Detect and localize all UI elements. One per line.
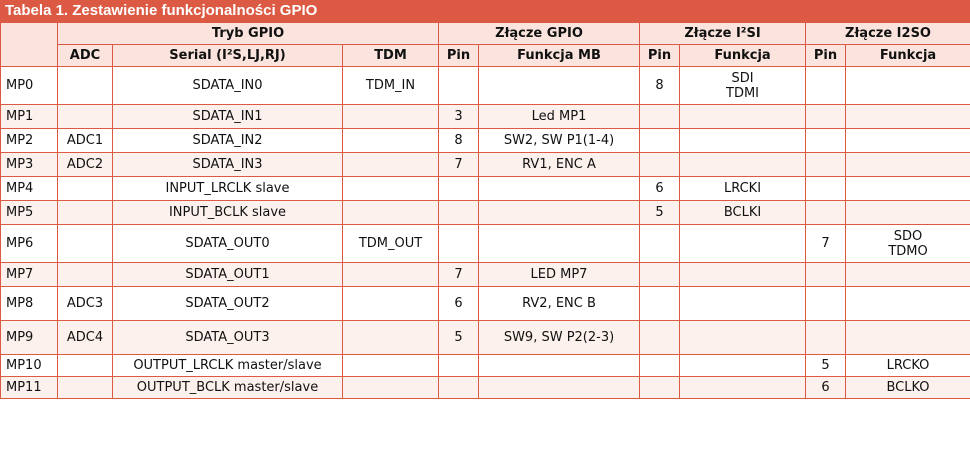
cell-line: SDO xyxy=(893,228,923,244)
cell-line: TDMO xyxy=(888,243,928,259)
cell-serial: SDATA_OUT3 xyxy=(113,321,343,355)
col-funkcja-mb: Funkcja MB xyxy=(479,45,640,67)
cell-funkcja-i2so xyxy=(846,153,970,177)
cell-funkcja-i2si xyxy=(680,263,806,287)
cell-serial: SDATA_IN2 xyxy=(113,129,343,153)
cell-adc xyxy=(58,105,113,129)
cell-pin-i2si xyxy=(640,129,680,153)
cell-adc xyxy=(58,355,113,377)
cell-adc xyxy=(58,177,113,201)
cell-serial: SDATA_OUT0 xyxy=(113,225,343,263)
cell-pin-gpio: 3 xyxy=(439,105,479,129)
group-tryb-gpio: Tryb GPIO xyxy=(58,23,439,45)
cell-line: SDI xyxy=(731,70,754,86)
table-body xyxy=(1,67,970,399)
cell-funkcja-i2so xyxy=(846,321,970,355)
cell-mp: MP10 xyxy=(1,355,58,377)
cell-pin-i2si xyxy=(640,377,680,399)
cell-pin-i2so xyxy=(806,67,846,105)
cell-funkcja-mb: LED MP7 xyxy=(479,263,640,287)
cell-mp: MP9 xyxy=(1,321,58,355)
cell-serial: OUTPUT_BCLK master/slave xyxy=(113,377,343,399)
cell-mp: MP6 xyxy=(1,225,58,263)
cell-pin-gpio: 7 xyxy=(439,263,479,287)
cell-pin-gpio xyxy=(439,377,479,399)
cell-funkcja-i2si xyxy=(680,177,806,201)
cell-funkcja-i2so xyxy=(846,225,970,263)
cell-funkcja-mb xyxy=(479,67,640,105)
cell-funkcja-i2so xyxy=(846,263,970,287)
cell-pin-i2si: 5 xyxy=(640,201,680,225)
cell-funkcja-i2so xyxy=(846,105,970,129)
cell-tdm xyxy=(343,129,439,153)
cell-funkcja-i2si xyxy=(680,201,806,225)
cell-serial: SDATA_OUT2 xyxy=(113,287,343,321)
cell-pin-i2so: 5 xyxy=(806,355,846,377)
group-zlacze-i2si: Złącze I²SI xyxy=(640,23,806,45)
cell-pin-i2so xyxy=(806,177,846,201)
cell-funkcja-mb: RV2, ENC B xyxy=(479,287,640,321)
cell-adc xyxy=(58,67,113,105)
cell-pin-i2so: 6 xyxy=(806,377,846,399)
cell-funkcja-i2so xyxy=(846,67,970,105)
cell-pin-gpio xyxy=(439,355,479,377)
cell-funkcja-i2si xyxy=(680,105,806,129)
cell-funkcja-i2si xyxy=(680,355,806,377)
cell-funkcja-i2so xyxy=(846,177,970,201)
header-blank xyxy=(1,23,58,67)
cell-tdm xyxy=(343,321,439,355)
cell-funkcja-mb: RV1, ENC A xyxy=(479,153,640,177)
cell-funkcja-i2so xyxy=(846,201,970,225)
cell-pin-gpio: 6 xyxy=(439,287,479,321)
col-pin-i2si: Pin xyxy=(640,45,680,67)
cell-adc: ADC1 xyxy=(58,129,113,153)
cell-pin-i2si xyxy=(640,355,680,377)
cell-pin-gpio xyxy=(439,177,479,201)
cell-pin-i2so: 7 xyxy=(806,225,846,263)
table-header xyxy=(1,23,970,67)
cell-pin-i2si xyxy=(640,105,680,129)
cell-line: BCLKO xyxy=(886,380,930,395)
cell-line: LRCKO xyxy=(886,358,930,373)
cell-mp: MP3 xyxy=(1,153,58,177)
cell-adc xyxy=(58,225,113,263)
col-adc: ADC xyxy=(58,45,113,67)
col-funkcja-i2so: Funkcja xyxy=(846,45,970,67)
cell-line: BCLKI xyxy=(723,205,762,220)
cell-pin-i2si xyxy=(640,153,680,177)
cell-funkcja-i2si xyxy=(680,153,806,177)
table-title: Tabela 1. Zestawienie funkcjonalności GPIO xyxy=(0,0,970,22)
cell-serial: SDATA_IN1 xyxy=(113,105,343,129)
table-row xyxy=(1,177,970,201)
cell-adc: ADC4 xyxy=(58,321,113,355)
cell-tdm xyxy=(343,201,439,225)
cell-pin-i2si: 8 xyxy=(640,67,680,105)
cell-tdm xyxy=(343,355,439,377)
cell-adc xyxy=(58,377,113,399)
cell-funkcja-i2si xyxy=(680,321,806,355)
table-row xyxy=(1,355,970,377)
cell-pin-i2so xyxy=(806,321,846,355)
group-zlacze-gpio: Złącze GPIO xyxy=(439,23,640,45)
cell-funkcja-mb: SW9, SW P2(2-3) xyxy=(479,321,640,355)
cell-line: TDMI xyxy=(726,85,760,101)
cell-mp: MP8 xyxy=(1,287,58,321)
cell-funkcja-i2si xyxy=(680,287,806,321)
cell-pin-gpio xyxy=(439,201,479,225)
cell-pin-gpio: 5 xyxy=(439,321,479,355)
col-funkcja-i2si: Funkcja xyxy=(680,45,806,67)
table-row xyxy=(1,225,970,263)
cell-funkcja-i2so xyxy=(846,129,970,153)
cell-pin-gpio: 8 xyxy=(439,129,479,153)
cell-serial: INPUT_LRCLK slave xyxy=(113,177,343,201)
cell-pin-i2si xyxy=(640,225,680,263)
cell-funkcja-mb xyxy=(479,355,640,377)
cell-pin-i2so xyxy=(806,153,846,177)
cell-pin-i2si xyxy=(640,287,680,321)
cell-serial: SDATA_IN3 xyxy=(113,153,343,177)
cell-funkcja-mb xyxy=(479,377,640,399)
table-row xyxy=(1,287,970,321)
cell-pin-i2so xyxy=(806,129,846,153)
table-row xyxy=(1,201,970,225)
cell-mp: MP11 xyxy=(1,377,58,399)
cell-pin-i2si xyxy=(640,263,680,287)
cell-pin-gpio xyxy=(439,67,479,105)
cell-funkcja-i2si xyxy=(680,67,806,105)
cell-funkcja-mb: Led MP1 xyxy=(479,105,640,129)
col-serial: Serial (I²S,LJ,RJ) xyxy=(113,45,343,67)
cell-pin-i2so xyxy=(806,263,846,287)
cell-funkcja-i2si xyxy=(680,377,806,399)
cell-serial: SDATA_OUT1 xyxy=(113,263,343,287)
cell-pin-i2si: 6 xyxy=(640,177,680,201)
cell-mp: MP5 xyxy=(1,201,58,225)
cell-line: LRCKI xyxy=(723,181,762,196)
table-row xyxy=(1,263,970,287)
cell-pin-i2si xyxy=(640,321,680,355)
cell-funkcja-mb: SW2, SW P1(1-4) xyxy=(479,129,640,153)
cell-funkcja-i2so xyxy=(846,355,970,377)
cell-funkcja-mb xyxy=(479,201,640,225)
table-row xyxy=(1,377,970,399)
group-zlacze-i2so: Złącze I2SO xyxy=(806,23,970,45)
table-row xyxy=(1,129,970,153)
cell-pin-gpio xyxy=(439,225,479,263)
cell-funkcja-i2si xyxy=(680,225,806,263)
cell-serial: OUTPUT_LRCLK master/slave xyxy=(113,355,343,377)
cell-tdm xyxy=(343,263,439,287)
cell-funkcja-i2so xyxy=(846,287,970,321)
cell-pin-i2so xyxy=(806,287,846,321)
table-row xyxy=(1,153,970,177)
cell-adc xyxy=(58,201,113,225)
cell-adc: ADC3 xyxy=(58,287,113,321)
cell-tdm xyxy=(343,287,439,321)
gpio-table xyxy=(0,22,970,399)
cell-pin-i2so xyxy=(806,201,846,225)
cell-serial: SDATA_IN0 xyxy=(113,67,343,105)
cell-adc: ADC2 xyxy=(58,153,113,177)
cell-pin-gpio: 7 xyxy=(439,153,479,177)
table-row xyxy=(1,321,970,355)
cell-funkcja-i2si xyxy=(680,129,806,153)
cell-mp: MP4 xyxy=(1,177,58,201)
cell-funkcja-mb xyxy=(479,225,640,263)
table-row xyxy=(1,67,970,105)
cell-pin-i2so xyxy=(806,105,846,129)
cell-funkcja-mb xyxy=(479,177,640,201)
col-pin-gpio: Pin xyxy=(439,45,479,67)
cell-tdm xyxy=(343,377,439,399)
cell-tdm xyxy=(343,177,439,201)
cell-mp: MP7 xyxy=(1,263,58,287)
cell-tdm xyxy=(343,153,439,177)
cell-mp: MP0 xyxy=(1,67,58,105)
cell-tdm xyxy=(343,105,439,129)
col-tdm: TDM xyxy=(343,45,439,67)
cell-adc xyxy=(58,263,113,287)
cell-mp: MP2 xyxy=(1,129,58,153)
cell-serial: INPUT_BCLK slave xyxy=(113,201,343,225)
col-pin-i2so: Pin xyxy=(806,45,846,67)
cell-funkcja-i2so xyxy=(846,377,970,399)
cell-tdm: TDM_IN xyxy=(343,67,439,105)
table-row xyxy=(1,105,970,129)
cell-mp: MP1 xyxy=(1,105,58,129)
cell-tdm: TDM_OUT xyxy=(343,225,439,263)
